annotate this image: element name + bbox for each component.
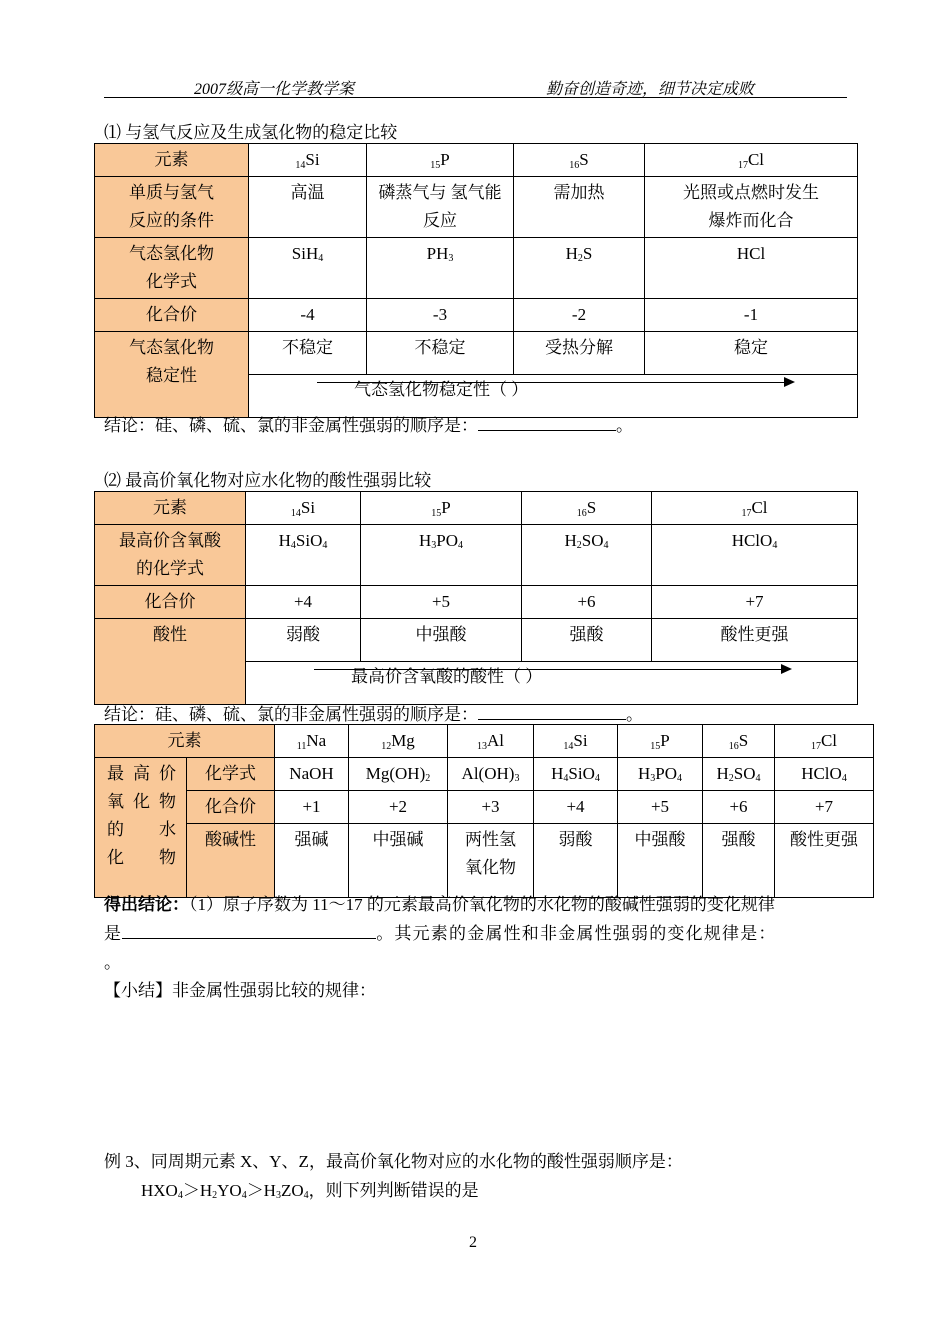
example-line2: HXO4＞H2YO4＞H3ZO4，则下列判断错误的是 <box>141 1181 479 1201</box>
valence-cell: +1 <box>275 791 349 824</box>
group-header-line: 化物 <box>107 848 176 867</box>
row-header: 元素 <box>95 492 246 525</box>
formula-cell: H4SiO4 <box>534 758 618 791</box>
property-cell: 酸性更强 <box>775 824 874 898</box>
formula-cell: HClO4 <box>775 758 874 791</box>
formula-cell: HCl <box>645 238 858 299</box>
group-header <box>95 758 187 898</box>
formula-cell: NaOH <box>275 758 349 791</box>
period3-table <box>94 724 874 898</box>
element-cell <box>618 725 703 758</box>
element-symbol: Si <box>300 498 316 517</box>
element-symbol: P <box>440 150 450 169</box>
property-cell: 强碱 <box>275 824 349 898</box>
element-cell <box>367 144 514 177</box>
hydride-table <box>94 143 858 418</box>
element-cell <box>775 725 874 758</box>
element-cell <box>514 144 645 177</box>
acidity-cell: 强酸 <box>522 619 652 662</box>
result-line1 <box>104 890 775 915</box>
answer-blank[interactable] <box>478 412 616 431</box>
atomic-number: 14 <box>563 741 574 752</box>
result-text: 。其元素的金属性和非金属性强弱的变化规律是： <box>376 924 777 943</box>
valence-cell: +6 <box>522 586 652 619</box>
condition-cell: 磷蒸气与 氢气能反应 <box>367 177 514 238</box>
table-row <box>95 758 874 791</box>
acidity-cell: 中强酸 <box>361 619 522 662</box>
element-symbol: S <box>579 150 589 169</box>
atomic-number: 15 <box>431 508 442 519</box>
element-cell <box>703 725 775 758</box>
atomic-number: 17 <box>741 508 752 519</box>
formula-cell: SiH4 <box>249 238 367 299</box>
element-symbol: Cl <box>751 498 768 517</box>
trend-arrow-label: 最高价含氧酸的酸性（ ） <box>351 667 543 686</box>
answer-blank[interactable] <box>478 701 626 720</box>
group-header-line: 氧化物 <box>107 792 176 811</box>
row-header: 元素 <box>95 144 249 177</box>
header-rule <box>104 97 847 98</box>
table-row <box>95 586 858 619</box>
group-header-line: 的 水 <box>107 820 176 839</box>
row-header: 最高价含氧酸的化学式 <box>95 525 246 586</box>
atomic-number: 12 <box>381 741 392 752</box>
table-row <box>95 332 858 375</box>
atomic-number: 16 <box>728 741 739 752</box>
row-header: 气态氢化物化学式 <box>95 238 249 299</box>
table-row <box>95 824 874 898</box>
row-header: 单质与氢气反应的条件 <box>95 177 249 238</box>
atomic-number: 11 <box>296 741 307 752</box>
element-cell <box>361 492 522 525</box>
property-cell: 中强碱 <box>349 824 448 898</box>
header-left: 2007级高一化学教学案 <box>194 81 355 98</box>
result-line3: 。 <box>104 953 121 972</box>
element-symbol: S <box>586 498 597 517</box>
row-header: 酸性 <box>95 619 246 705</box>
formula-cell: H2SO4 <box>703 758 775 791</box>
atomic-number: 14 <box>295 160 306 171</box>
element-symbol: Cl <box>747 150 765 169</box>
valence-cell: +3 <box>448 791 534 824</box>
acidity-cell: 弱酸 <box>246 619 361 662</box>
table-row <box>95 725 874 758</box>
table-row <box>95 238 858 299</box>
row-header: 化合价 <box>95 586 246 619</box>
table-row <box>95 492 858 525</box>
row-label: 化合价 <box>187 791 275 824</box>
element-cell <box>349 725 448 758</box>
formula-cell: Al(OH)3 <box>448 758 534 791</box>
conclusion-end: 。 <box>616 416 633 435</box>
element-cell <box>448 725 534 758</box>
element-cell <box>652 492 858 525</box>
atomic-number: 13 <box>477 741 487 752</box>
header-right: 勤奋创造奇迹，细节决定成败 <box>546 81 755 98</box>
formula-cell: Mg(OH)2 <box>349 758 448 791</box>
condition-cell: 光照或点燃时发生爆炸而化合 <box>645 177 858 238</box>
result-text: （1）原子序数为 11～17 的元素最高价氧化物的水化物的酸碱性强弱的变化规律 <box>189 895 775 914</box>
element-cell <box>522 492 652 525</box>
trend-arrow-label: 气态氢化物稳定性（ ） <box>354 380 529 399</box>
table-row <box>95 525 858 586</box>
row-header: 气态氢化物稳定性 <box>95 332 249 418</box>
atomic-number: 16 <box>569 160 580 171</box>
table-row <box>95 299 858 332</box>
stability-cell: 不稳定 <box>249 332 367 375</box>
element-symbol: Cl <box>820 731 838 750</box>
valence-cell: -3 <box>367 299 514 332</box>
element-cell <box>249 144 367 177</box>
stability-cell: 不稳定 <box>367 332 514 375</box>
atomic-number: 16 <box>576 508 587 519</box>
property-cell: 中强酸 <box>618 824 703 898</box>
formula-cell: HClO4 <box>652 525 858 586</box>
valence-cell: +6 <box>703 791 775 824</box>
element-symbol: Si <box>573 731 588 750</box>
stability-cell: 稳定 <box>645 332 858 375</box>
conclusion-text: 结论：硅、磷、硫、氯的非金属性强弱的顺序是： <box>104 416 478 435</box>
table-row <box>95 619 858 662</box>
answer-blank[interactable] <box>122 920 376 939</box>
valence-cell: -1 <box>645 299 858 332</box>
trend-arrow-cell <box>246 662 858 705</box>
valence-cell: +5 <box>361 586 522 619</box>
conclusion-text: 结论：硅、磷、硫、氯的非金属性强弱的顺序是： <box>104 705 478 724</box>
property-cell: 强酸 <box>703 824 775 898</box>
page-number: 2 <box>469 1234 477 1251</box>
group-header-line: 最高价 <box>107 764 176 783</box>
valence-cell: +7 <box>775 791 874 824</box>
valence-cell: +5 <box>618 791 703 824</box>
formula-cell: H3PO4 <box>618 758 703 791</box>
atomic-number: 14 <box>290 508 301 519</box>
atomic-number: 17 <box>810 741 821 752</box>
formula-cell: H2SO4 <box>522 525 652 586</box>
atomic-number: 15 <box>650 741 661 752</box>
element-symbol: Mg <box>391 731 415 750</box>
property-cell: 两性氢氧化物 <box>448 824 534 898</box>
section1-title: ⑴ 与氢气反应及生成氢化物的稳定比较 <box>104 123 398 142</box>
element-cell <box>246 492 361 525</box>
row-header: 化合价 <box>95 299 249 332</box>
valence-cell: -4 <box>249 299 367 332</box>
condition-cell: 高温 <box>249 177 367 238</box>
table-row <box>95 177 858 238</box>
result-text: 是 <box>104 924 123 943</box>
atomic-number: 17 <box>737 160 748 171</box>
element-symbol: P <box>441 498 451 517</box>
element-cell <box>645 144 858 177</box>
element-symbol: Na <box>306 731 327 750</box>
formula-cell: H4SiO4 <box>246 525 361 586</box>
formula-cell: H2S <box>514 238 645 299</box>
result-label: 得出结论： <box>104 895 189 914</box>
atomic-number: 15 <box>430 160 441 171</box>
element-symbol: P <box>660 731 670 750</box>
valence-cell: +7 <box>652 586 858 619</box>
valence-cell: +2 <box>349 791 448 824</box>
arrow-right-icon <box>784 377 795 387</box>
valence-cell: +4 <box>534 791 618 824</box>
stability-cell: 受热分解 <box>514 332 645 375</box>
element-cell <box>534 725 618 758</box>
element-symbol: S <box>738 731 749 750</box>
section1-conclusion <box>104 411 633 436</box>
valence-cell: -2 <box>514 299 645 332</box>
row-label: 酸碱性 <box>187 824 275 898</box>
property-cell: 弱酸 <box>534 824 618 898</box>
example-line1: 例 3、同周期元素 X、Y、Z，最高价氧化物对应的水化物的酸性强弱顺序是： <box>104 1152 683 1171</box>
element-symbol: Si <box>305 150 320 169</box>
element-symbol: Al <box>487 731 504 750</box>
result-line2 <box>104 919 777 944</box>
condition-cell: 需加热 <box>514 177 645 238</box>
row-label: 化学式 <box>187 758 275 791</box>
row-header: 元素 <box>95 725 275 758</box>
section2-title: ⑵ 最高价氧化物对应水化物的酸性强弱比较 <box>104 471 432 490</box>
conclusion-end: 。 <box>626 705 643 724</box>
table-row <box>95 144 858 177</box>
formula-cell: PH3 <box>367 238 514 299</box>
table-row <box>95 791 874 824</box>
arrow-right-icon <box>781 664 792 674</box>
acid-table <box>94 491 858 705</box>
section2-conclusion <box>104 700 643 725</box>
acidity-cell: 酸性更强 <box>652 619 858 662</box>
summary-label: 【小结】非金属性强弱比较的规律： <box>104 981 376 1000</box>
formula-cell: H3PO4 <box>361 525 522 586</box>
element-cell <box>275 725 349 758</box>
valence-cell: +4 <box>246 586 361 619</box>
